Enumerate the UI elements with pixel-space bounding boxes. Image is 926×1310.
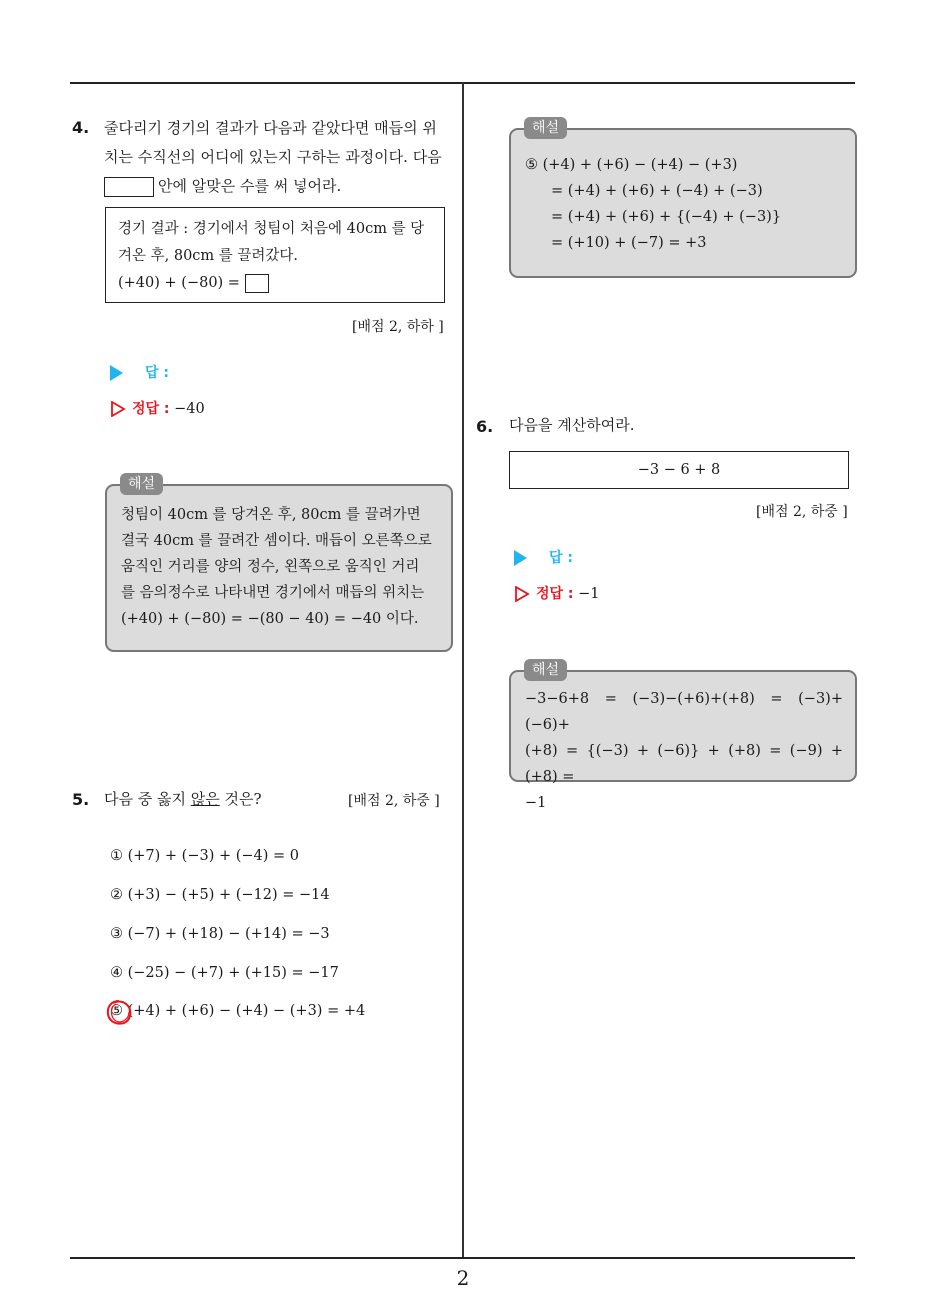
q5-choice-5: ⑤ (+4) + (+6) − (+4) − (+3) = +4 (110, 1003, 366, 1019)
q6-box-expr: −3 − 6 + 8 (637, 462, 721, 478)
q5-explanation-tag: 해설 (524, 117, 567, 139)
q5-choice-3: ③ (−7) + (+18) − (+14) = −3 (110, 926, 330, 942)
q5-explain-line: ⑤ (+4) + (+6) − (+4) − (+3) (525, 157, 738, 173)
q6-score: [배점 2, 하중 ] (756, 504, 848, 520)
q5-text-underlined: 않은 (190, 790, 220, 808)
q4-condition-box (105, 207, 445, 303)
q6-correct-row (514, 583, 600, 603)
q4-explanation-text (121, 502, 439, 632)
q4-number: 4. (72, 118, 90, 137)
q5-explain-line: = (+4) + (+6) + {(−4) + (−3)} (551, 209, 782, 225)
q6-explanation-text (525, 686, 843, 816)
page-number: 2 (456, 1266, 470, 1290)
q4-explain-line: 청팀이 40cm 를 당겨온 후, 80cm 를 끌려가면 (121, 507, 421, 523)
column-divider (462, 82, 464, 1259)
q6-answer-row (514, 547, 573, 567)
q4-box-expr: (+40) + (−80) = (118, 275, 240, 291)
q4-answer-row (110, 362, 169, 382)
q6-explain-line: −3−6+8 = (−3)−(+6)+(+8) = (−3)+(−6)+ (525, 691, 843, 733)
q5-text-pre: 다음 중 옳지 (104, 790, 191, 808)
q5-choice-1: ① (+7) + (−3) + (−4) = 0 (110, 848, 300, 864)
q4-text-line3-wrap (104, 172, 456, 201)
q4-correct-row (110, 398, 205, 418)
q6-explanation-tag: 해설 (524, 659, 567, 681)
play-icon (110, 365, 123, 381)
q6-question: 다음을 계산하여라. (509, 416, 635, 434)
q5-score: [배점 2, 하중 ] (348, 793, 440, 809)
q6-answer-label: 답 : (549, 550, 573, 566)
q5-choice-2: ② (+3) − (+5) + (−12) = −14 (110, 887, 330, 903)
q4-text-line2: 치는 수직선의 어디에 있는지 구하는 과정이다. 다음 (104, 148, 442, 166)
q5-choice-4: ④ (−25) − (+7) + (+15) = −17 (110, 965, 339, 981)
outline-triangle-icon (110, 401, 126, 417)
q4-answer-label: 답 : (145, 365, 169, 381)
outline-triangle-icon (514, 586, 530, 602)
q5-question (104, 785, 262, 814)
q4-question (104, 114, 456, 201)
q4-score: [배점 2, 하하 ] (352, 319, 444, 335)
q6-expression-box (509, 451, 849, 489)
q5-text-post: 것은? (219, 790, 262, 808)
q6-explanation-box (509, 670, 857, 811)
q4-explain-line: 움직인 거리를 양의 정수, 왼쪽으로 움직인 거리 (121, 559, 420, 575)
q4-box-blank (245, 274, 269, 293)
q6-correct-value: −1 (578, 586, 600, 602)
q4-blank-box (104, 177, 154, 197)
q5-explain-line: = (+4) + (+6) + (−4) + (−3) (551, 183, 763, 199)
q6-explain-line: −1 (525, 795, 547, 811)
answer-circle-mark (104, 998, 134, 1028)
q4-explanation-box (105, 484, 453, 652)
q4-box-line1: 경기 결과 : 경기에서 청팀이 처음에 40cm 를 당 (118, 221, 425, 237)
q4-text-line1: 줄다리기 경기의 결과가 다음과 같았다면 매듭의 위 (104, 119, 437, 137)
q4-explain-line: 를 음의정수로 나타내면 경기에서 매듭의 위치는 (121, 585, 425, 601)
q5-explanation-box (509, 128, 857, 278)
q4-explain-line: (+40) + (−80) = −(80 − 40) = −40 이다. (121, 611, 419, 627)
q4-box-expr-wrap (118, 270, 432, 297)
q4-explanation-tag: 해설 (120, 473, 163, 495)
bottom-rule (70, 1257, 855, 1259)
q6-correct-label: 정답 : (536, 586, 574, 602)
q5-explain-line: = (+10) + (−7) = +3 (551, 235, 707, 251)
q5-explanation-text (525, 152, 843, 256)
q4-correct-value: −40 (174, 401, 205, 417)
q4-correct-label: 정답 : (132, 401, 170, 417)
q4-text-line3: 안에 알맞은 수를 써 넣어라. (158, 177, 342, 195)
play-icon (514, 550, 527, 566)
q6-explain-line: (+8) = {(−3) + (−6)} + (+8) = (−9) + (+8) = (525, 743, 843, 785)
q5-number: 5. (72, 790, 90, 809)
q4-box-line2: 겨온 후, 80cm 를 끌려갔다. (118, 248, 299, 264)
q4-explain-line: 결국 40cm 를 끌려간 셈이다. 매듭이 오른쪽으로 (121, 533, 432, 549)
q6-number: 6. (476, 417, 494, 436)
